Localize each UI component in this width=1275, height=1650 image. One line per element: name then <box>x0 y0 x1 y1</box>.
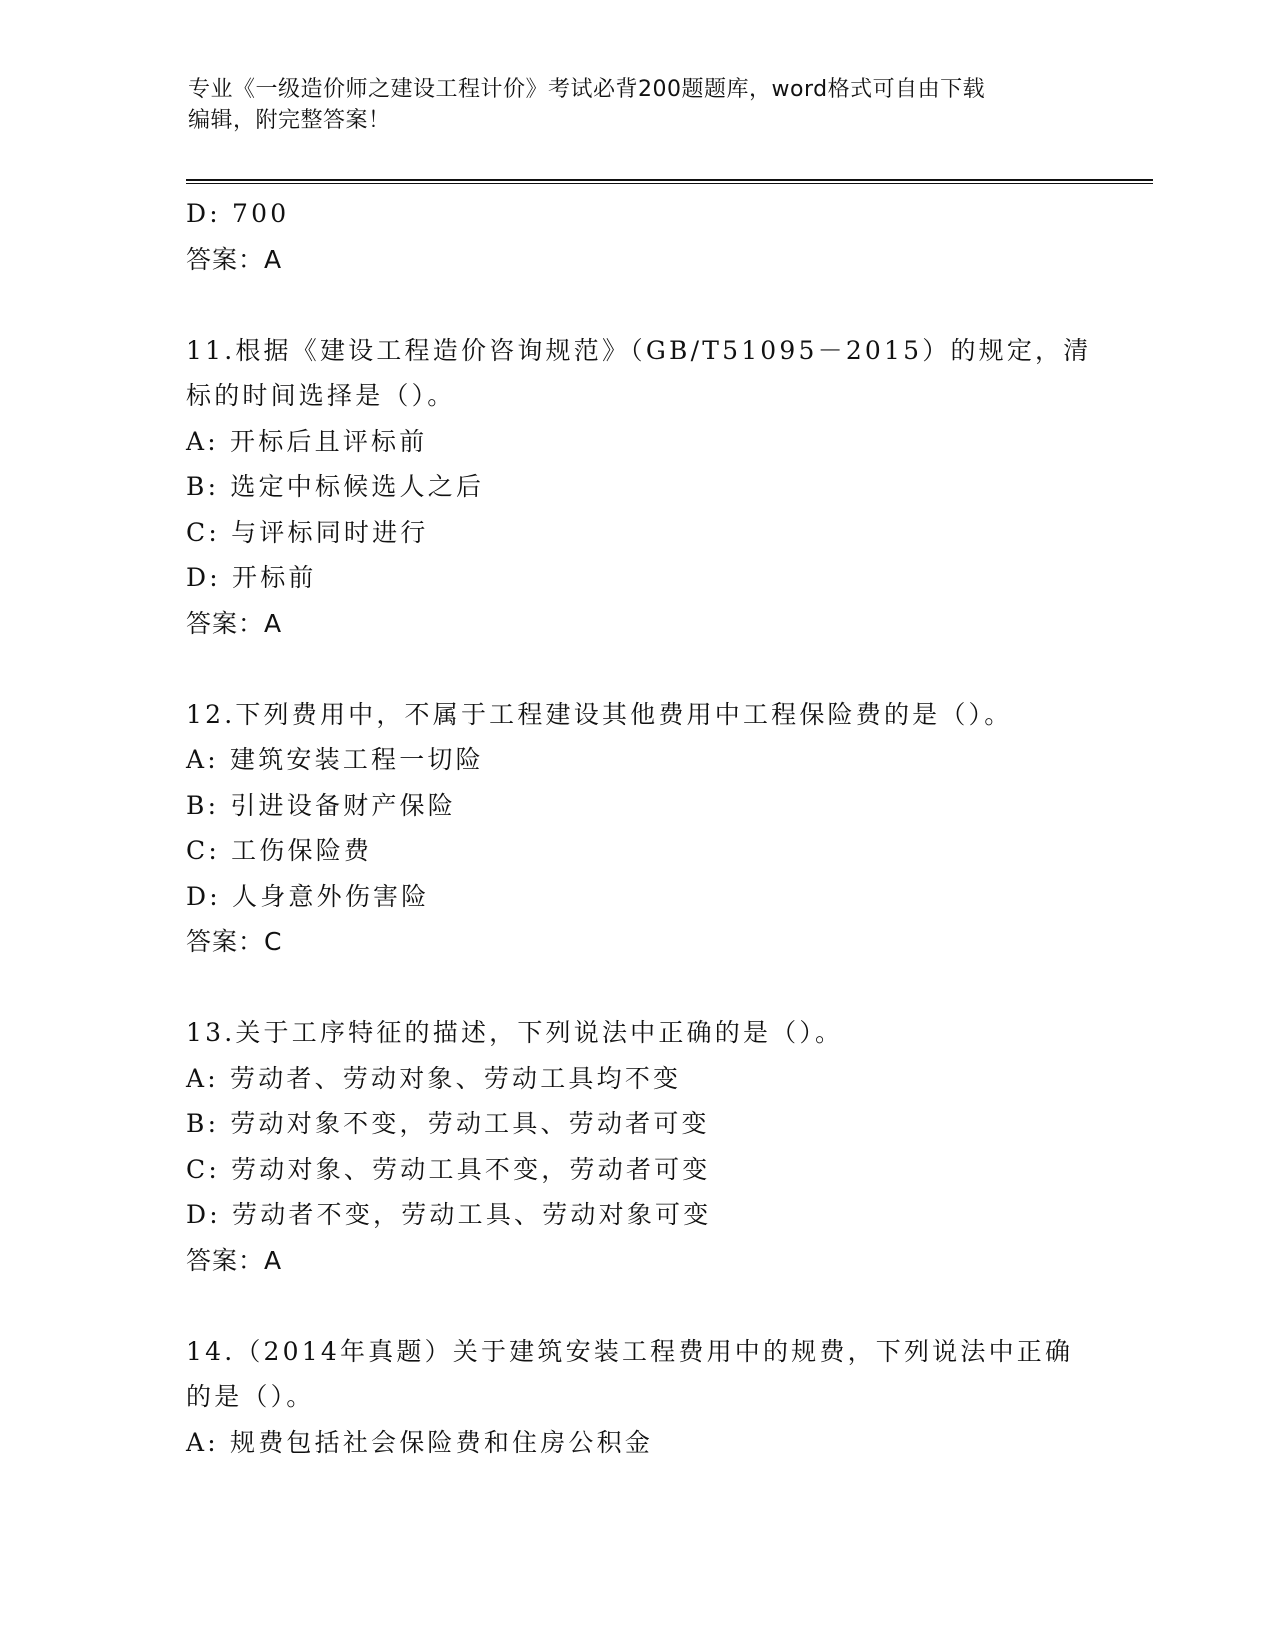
question-11-option-b: B: 选定中标候选人之后 <box>186 472 485 501</box>
question-11-stem-line-1: 11.根据《建设工程造价咨询规范》（GB/T51095－2015）的规定，清 <box>186 335 1092 365</box>
header-line-1: 专业《一级造价师之建设工程计价》考试必背200题题库，word格式可自由下载 <box>188 77 986 102</box>
question-13-answer: 答案：A <box>186 1245 283 1275</box>
question-13-stem-line-1: 13.关于工序特征的描述，下列说法中正确的是（）。 <box>186 1018 844 1047</box>
document-header <box>188 74 1088 136</box>
question-12-option-b: B: 引进设备财产保险 <box>186 790 456 820</box>
question-11-option-d: D: 开标前 <box>186 563 317 592</box>
question-12-option-d: D: 人身意外伤害险 <box>186 881 430 911</box>
spacer <box>186 965 1126 1011</box>
prev-option-d: D: 700 <box>186 199 290 228</box>
header-line-2: 编辑，附完整答案！ <box>188 108 391 133</box>
question-12-stem-line-1: 12.下列费用中，不属于工程建设其他费用中工程保险费的是（）。 <box>186 699 1013 729</box>
question-12-answer: 答案：C <box>186 927 283 956</box>
spacer <box>186 1283 1126 1329</box>
question-11-answer: 答案：A <box>186 608 283 638</box>
question-13-option-d: D: 劳动者不变，劳动工具、劳动对象可变 <box>186 1200 712 1229</box>
question-11-stem-line-2: 标的时间选择是（）。 <box>186 381 456 410</box>
prev-answer: 答案：A <box>186 244 283 274</box>
question-13-option-b: B: 劳动对象不变，劳动工具、劳动者可变 <box>186 1109 710 1138</box>
header-divider-thin <box>186 183 1153 184</box>
header-divider-thick <box>186 179 1153 181</box>
spacer <box>186 646 1126 692</box>
spacer <box>186 282 1126 328</box>
question-14-stem-line-2: 的是（）。 <box>186 1382 315 1411</box>
question-11-option-a: A: 开标后且评标前 <box>186 426 428 456</box>
question-12-option-c: C: 工伤保险费 <box>186 836 373 865</box>
question-12-option-a: A: 建筑安装工程一切险 <box>186 745 484 774</box>
question-13-option-a: A: 劳动者、劳动对象、劳动工具均不变 <box>186 1063 682 1093</box>
question-11-option-c: C: 与评标同时进行 <box>186 517 429 547</box>
question-14-option-a: A: 规费包括社会保险费和住房公积金 <box>186 1427 654 1457</box>
question-list <box>186 191 1126 1465</box>
question-13-option-c: C: 劳动对象、劳动工具不变，劳动者可变 <box>186 1154 711 1184</box>
question-14-stem-line-1: 14.（2014年真题）关于建筑安装工程费用中的规费，下列说法中正确 <box>186 1336 1074 1366</box>
